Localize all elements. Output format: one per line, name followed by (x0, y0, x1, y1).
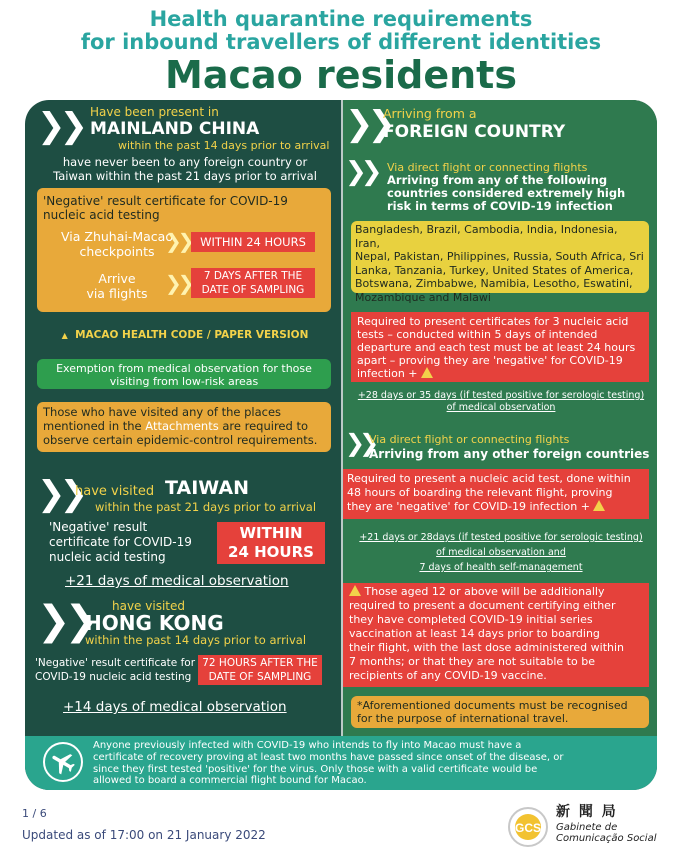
high-risk-countries: Bangladesh, Brazil, Cambodia, India, Indonesia, Iran, Nepal, Pakistan, Philippines, Russia, South Africa, Sri Lanka, Tanzania, Turkey, United States of America, Botswana, Zimbabwe, Namibia, Lesotho, Eswatini, Mozambique and Malawi (351, 221, 649, 293)
other-countries-title: Arriving from any other foreign countries (369, 447, 650, 461)
hongkong-observation: +14 days of medical observation (63, 699, 287, 715)
taiwan-prefix: have visited (75, 484, 155, 499)
chevron-double-icon: ❯❯ (345, 429, 374, 457)
hongkong-certificate: 'Negative' result certificate for COVID-19 nucleic acid testing (35, 657, 196, 683)
other-countries-via: Via direct flight or connecting flights (369, 433, 570, 446)
airplane-icon (43, 742, 83, 782)
other-countries-requirement: Required to present a nucleic acid test, done within 48 hours of boarding the relevant flight, proving they are 'negative' for COVID-19 infection + (343, 469, 649, 519)
chevron-double-icon: ❯❯ (345, 157, 377, 187)
chevron-double-icon: ❯❯ (345, 104, 390, 144)
route-flights-time: 7 DAYS AFTER THE DATE OF SAMPLING (191, 268, 315, 298)
attachments-note: Those who have visited any of the places mentioned in the Attachments are required to observe certain epidemic-control requirements. (37, 402, 331, 452)
taiwan-title: TAIWAN (165, 477, 249, 499)
taiwan-certificate: 'Negative' result certificate for COVID-19 nucleic acid testing (49, 520, 192, 564)
attachments-link[interactable]: Attachments (145, 419, 219, 433)
mainland-title: MAINLAND CHINA (90, 119, 260, 139)
page-title (0, 8, 682, 54)
org-name-portuguese: Gabinete de Comunicação Social (556, 822, 657, 844)
info-board (25, 100, 657, 790)
taiwan-observation: +21 days of medical observation (65, 573, 289, 589)
route-zhuhai-label: Via Zhuhai-Macao checkpoints (61, 229, 173, 259)
taiwan-period: within the past 21 days prior to arrival (95, 500, 317, 514)
taiwan-time: WITHIN 24 HOURS (217, 522, 325, 564)
gcs-logo (506, 805, 550, 849)
page-subtitle: Macao residents (165, 53, 517, 97)
mainland-certificate-title: 'Negative' result certificate for COVID-19 nucleic acid testing (43, 194, 288, 222)
gcs-logo-letters: GCS (514, 821, 542, 835)
page-indicator: 1 / 6 (22, 807, 47, 820)
other-countries-observation: +21 days or 28days (if tested positive for serologic testing) of medical observation and 7 days of health self-management (359, 532, 643, 573)
mainland-certificate-box (37, 188, 331, 312)
high-risk-requirement: Required to present certificates for 3 nucleic acid tests – conducted within 5 days of intended departure and each test must be at least 24 hours apart – proving they are 'negative' for COVID-19 infection + (351, 312, 649, 382)
hongkong-period: within the past 14 days prior to arrival (85, 633, 307, 647)
hongkong-prefix: have visited (112, 599, 185, 613)
chevron-double-icon: ❯❯ (37, 106, 82, 146)
mainland-prefix: Have been present in (90, 105, 219, 119)
warning-triangle-icon (349, 585, 361, 596)
recovery-note: Anyone previously infected with COVID-19 who intends to fly into Macao must have a certificate of recovery proving at least two months have passed since onset of the disease, or since they first tested 'positive' for the virus. Only those with a valid certificate would be allowed to board a commercial flight bound for Macao. (93, 740, 564, 787)
recovery-band (25, 736, 657, 790)
hongkong-title: HONG KONG (85, 611, 224, 635)
mainland-period: within the past 14 days prior to arrival (118, 139, 330, 152)
health-code-label: ▲ MACAO HEALTH CODE / PAPER VERSION (61, 329, 309, 341)
chevron-double-icon: ❯❯ (37, 598, 93, 644)
documents-note: *Aforementioned documents must be recognised for the purpose of international travel. (351, 696, 649, 728)
mainland-condition: have never been to any foreign country or Taiwan within the past 21 days prior to arrival (53, 155, 317, 183)
title-line-1: Health quarantine requirements (149, 7, 533, 31)
chevron-double-icon: ❯❯ (165, 271, 191, 295)
high-risk-title: Arriving from any of the following countries considered extremely high risk in terms of COVID-19 infection (387, 173, 626, 213)
vaccination-requirement: Those aged 12 or above will be additionally required to present a document certifying either they have completed COVID-19 initial series vaccination at least 14 days prior to boarding their flight, with the last dose administered within 7 months; or that they are not suitable to be recipients of any COVID-19 vaccine. (343, 583, 649, 687)
high-risk-via: Via direct flight or connecting flights (387, 161, 588, 174)
exemption-note: Exemption from medical observation for those visiting from low-risk areas (37, 359, 331, 389)
chevron-double-icon: ❯❯ (37, 474, 82, 514)
foreign-title: FOREIGN COUNTRY (383, 122, 566, 142)
hongkong-time: 72 HOURS AFTER THE DATE OF SAMPLING (198, 655, 322, 685)
high-risk-observation: +28 days or 35 days (if tested positive for serologic testing) of medical observation (357, 390, 645, 413)
route-flights-label: Arrive via flights (86, 271, 148, 301)
warning-triangle-icon (593, 500, 605, 511)
org-name-chinese: 新 聞 局 (556, 804, 618, 820)
warning-triangle-icon (421, 367, 433, 378)
title-line-2: for inbound travellers of different identities (80, 30, 602, 54)
route-zhuhai-time: WITHIN 24 HOURS (191, 232, 315, 252)
updated-timestamp: Updated as of 17:00 on 21 January 2022 (22, 828, 266, 842)
foreign-prefix: Arriving from a (383, 106, 477, 121)
chevron-double-icon: ❯❯ (165, 229, 191, 253)
